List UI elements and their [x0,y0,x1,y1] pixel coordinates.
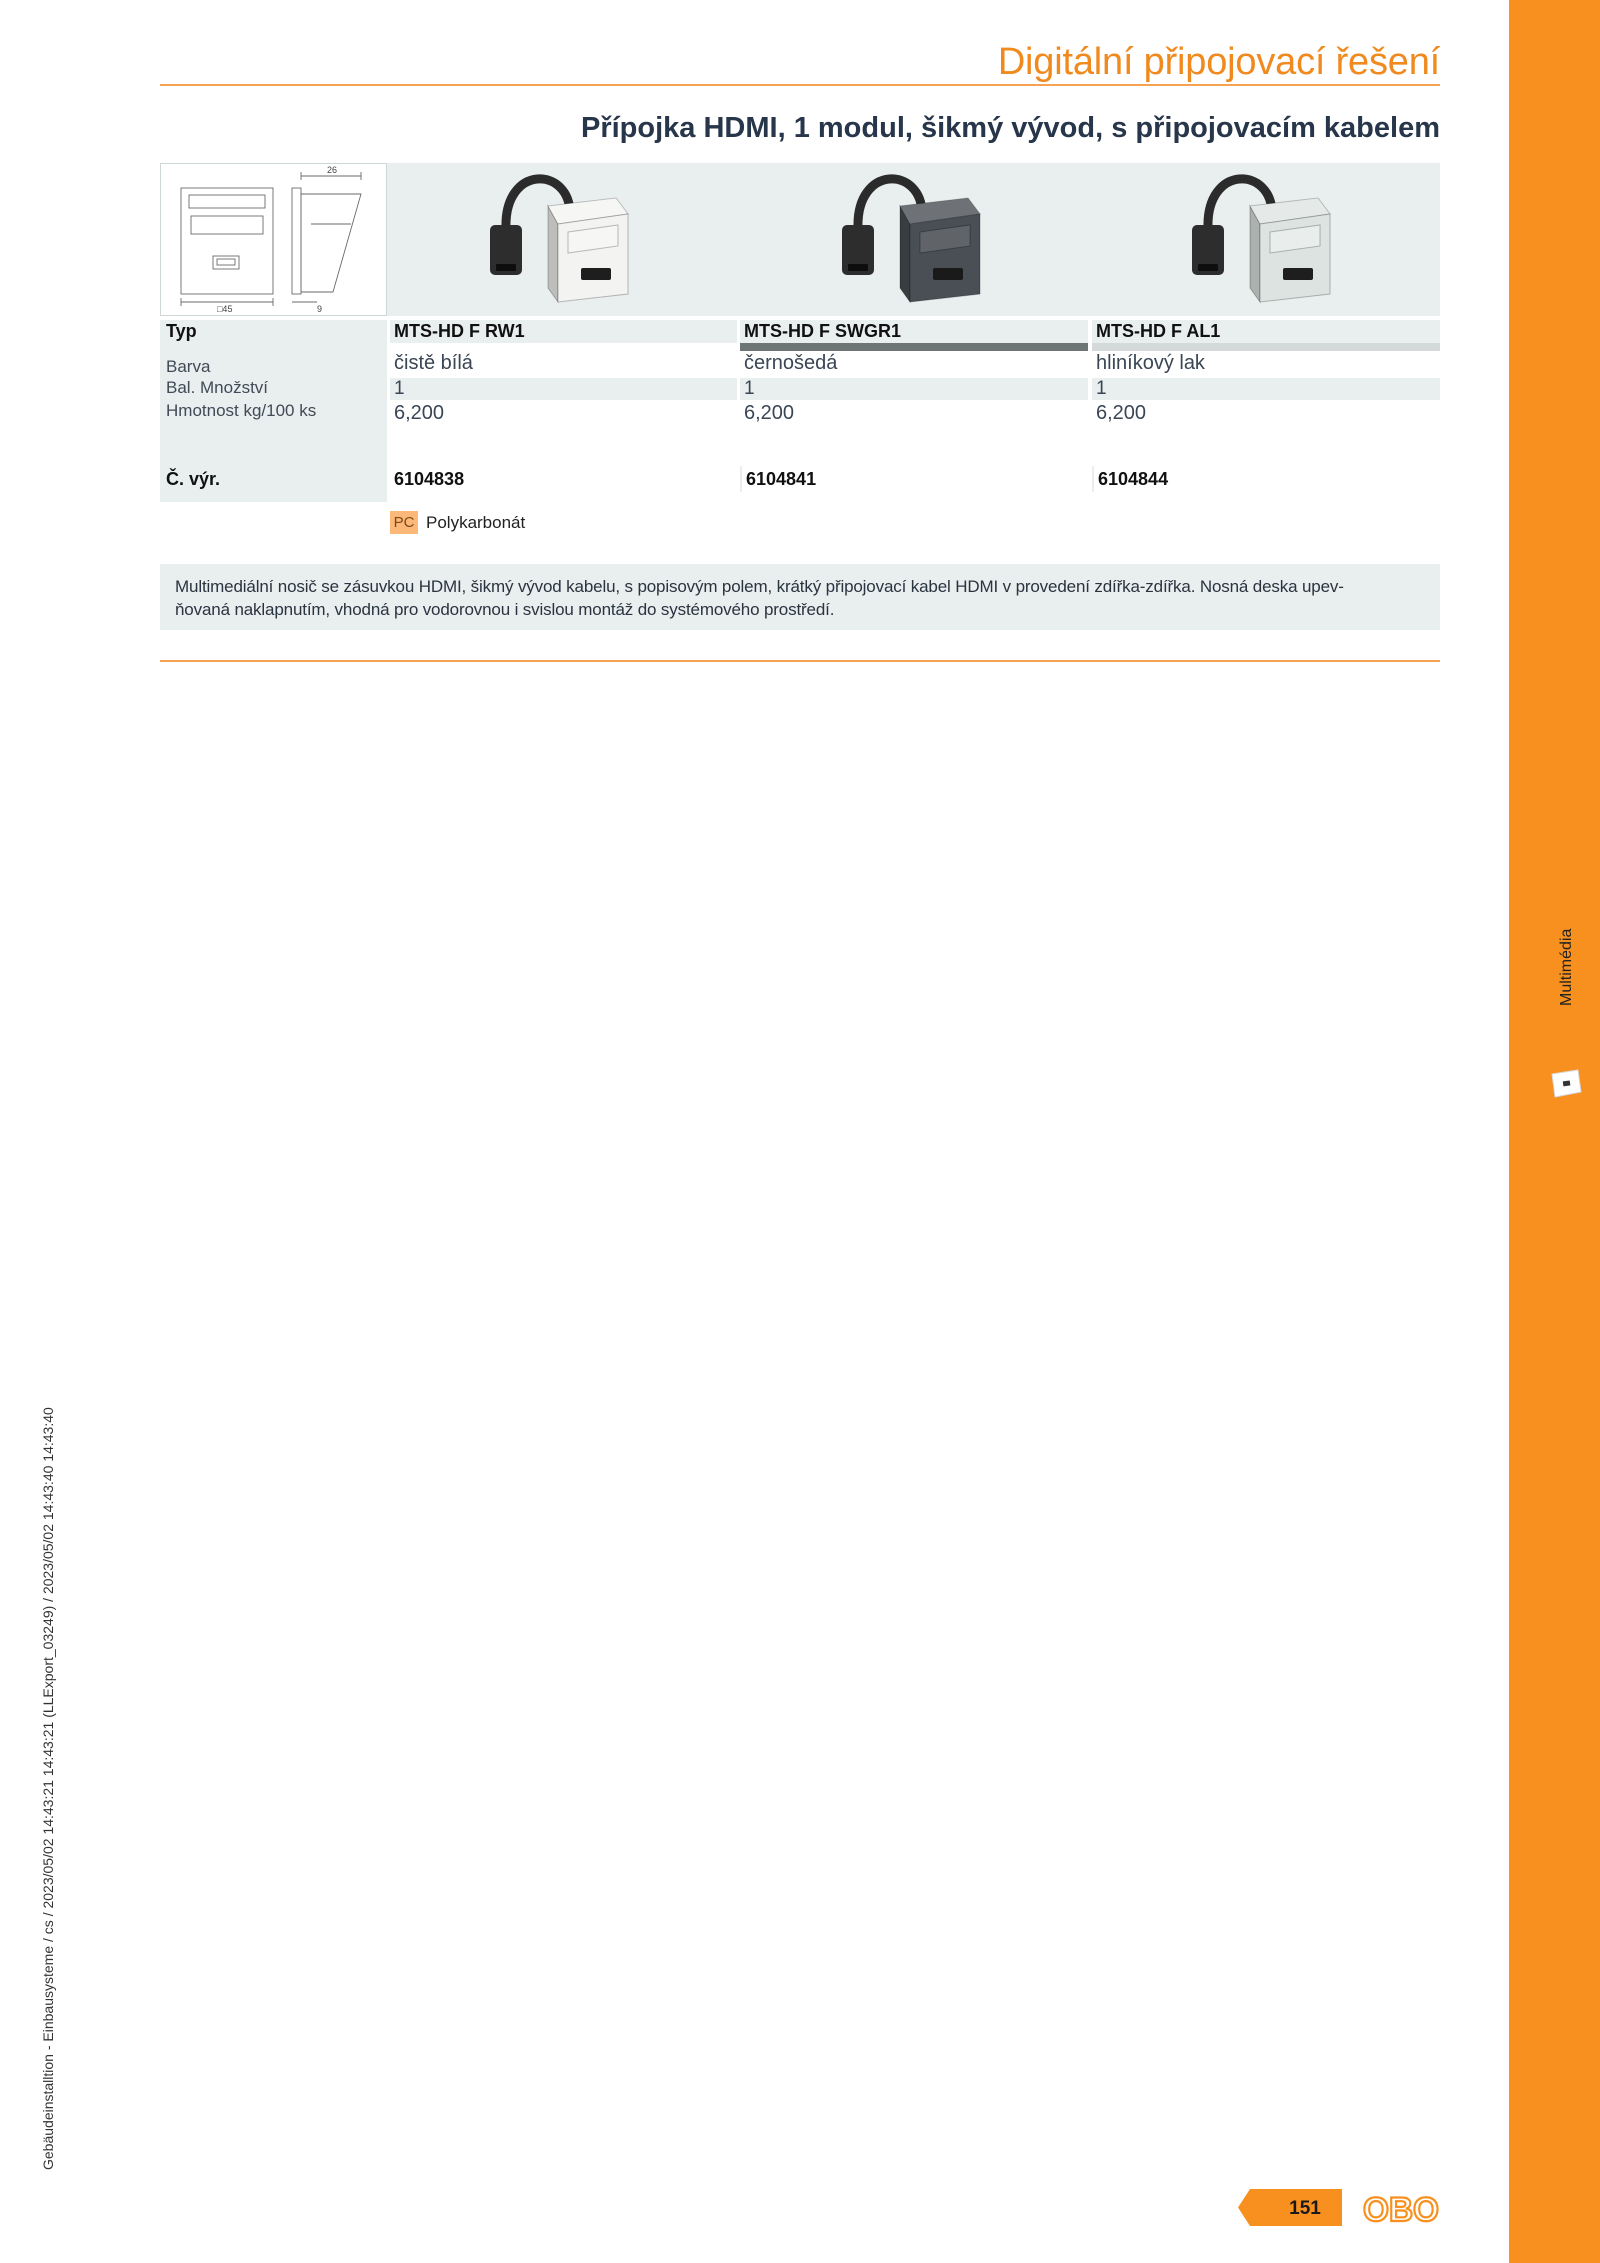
technical-drawing-cell [160,163,387,316]
product-color: hliníkový lak [1096,352,1205,374]
dim-offset-label: 9 [317,304,323,314]
product-type: MTS-HD F RW1 [390,320,737,343]
color-swatch [1092,343,1440,351]
product-weight: 6,200 [394,402,445,424]
hdmi-socket [581,268,611,280]
color-swatch [390,343,737,351]
material-code-badge: PC [390,511,418,534]
coupler-port [848,264,868,271]
product-type: MTS-HD F AL1 [1092,320,1440,343]
coupler-port [1198,264,1218,271]
dim-depth-label: 26 [327,165,338,175]
product-weight: 6,200 [1096,402,1147,424]
product-article-no: 6104844 [1092,466,1440,492]
page-number-tab [1238,2189,1342,2226]
color-swatch [740,343,1088,351]
page-number: 151 [1289,2198,1321,2219]
section-end-rule [160,660,1440,662]
product-image-rw1 [478,170,643,310]
product-pack-qty: 1 [740,378,1088,400]
header-rule [160,84,1440,86]
obo-logo [1362,2190,1440,2226]
section-label: Multimédia [1558,928,1575,1006]
product-color: čistě bílá [394,352,473,374]
label-color: Barva [166,357,211,376]
product-pack-qty: 1 [1092,378,1440,400]
product-image-al1 [1180,170,1345,310]
hdmi-socket [1283,268,1313,280]
label-weight: Hmotnost kg/100 ks [166,401,317,420]
product-article-no: 6104838 [394,469,465,489]
description-line-1: Multimediální nosič se zásuvkou HDMI, šikmý vývod kabelu, s popisovým polem, krátký připojovací kabel HDMI v provedení zdířka-zdířka. Nosná deska upev- [175,577,1344,596]
dim-width-label: □45 [217,304,233,314]
product-weight: 6,200 [744,402,795,424]
description-line-2: ňovaná naklapnutím, vhodná pro vodorovnou i svislou montáž do systémového prostředí. [175,600,835,619]
product-pack-qty: 1 [390,378,737,400]
material-name: Polykarbonát [426,513,526,532]
label-article-no: Č. výr. [166,469,221,489]
export-note: Gebäudeinstalltion - Einbausysteme / cs / 2023/05/02 14:43:21 14:43:21 (LLExport_03249) / 2023/05/02 14:43:40 14:43:40 [40,1407,56,2170]
product-image-swgr1 [830,170,995,310]
product-article-no: 6104841 [740,466,1088,492]
hdmi-socket [933,268,963,280]
product-color: černošedá [744,352,838,374]
page-title: Digitální připojovací řešení [997,41,1440,83]
label-pack-qty: Bal. Množství [166,378,269,397]
product-heading: Přípojka HDMI, 1 modul, šikmý vývod, s připojovacím kabelem [581,112,1440,144]
product-type: MTS-HD F SWGR1 [740,320,1088,343]
multimedia-module-icon [1548,1068,1584,1100]
section-sidebar [1509,0,1600,2263]
logo-text: OBO [1363,2191,1439,2226]
technical-drawing [161,164,386,315]
label-type: Typ [166,321,197,341]
coupler-port [496,264,516,271]
